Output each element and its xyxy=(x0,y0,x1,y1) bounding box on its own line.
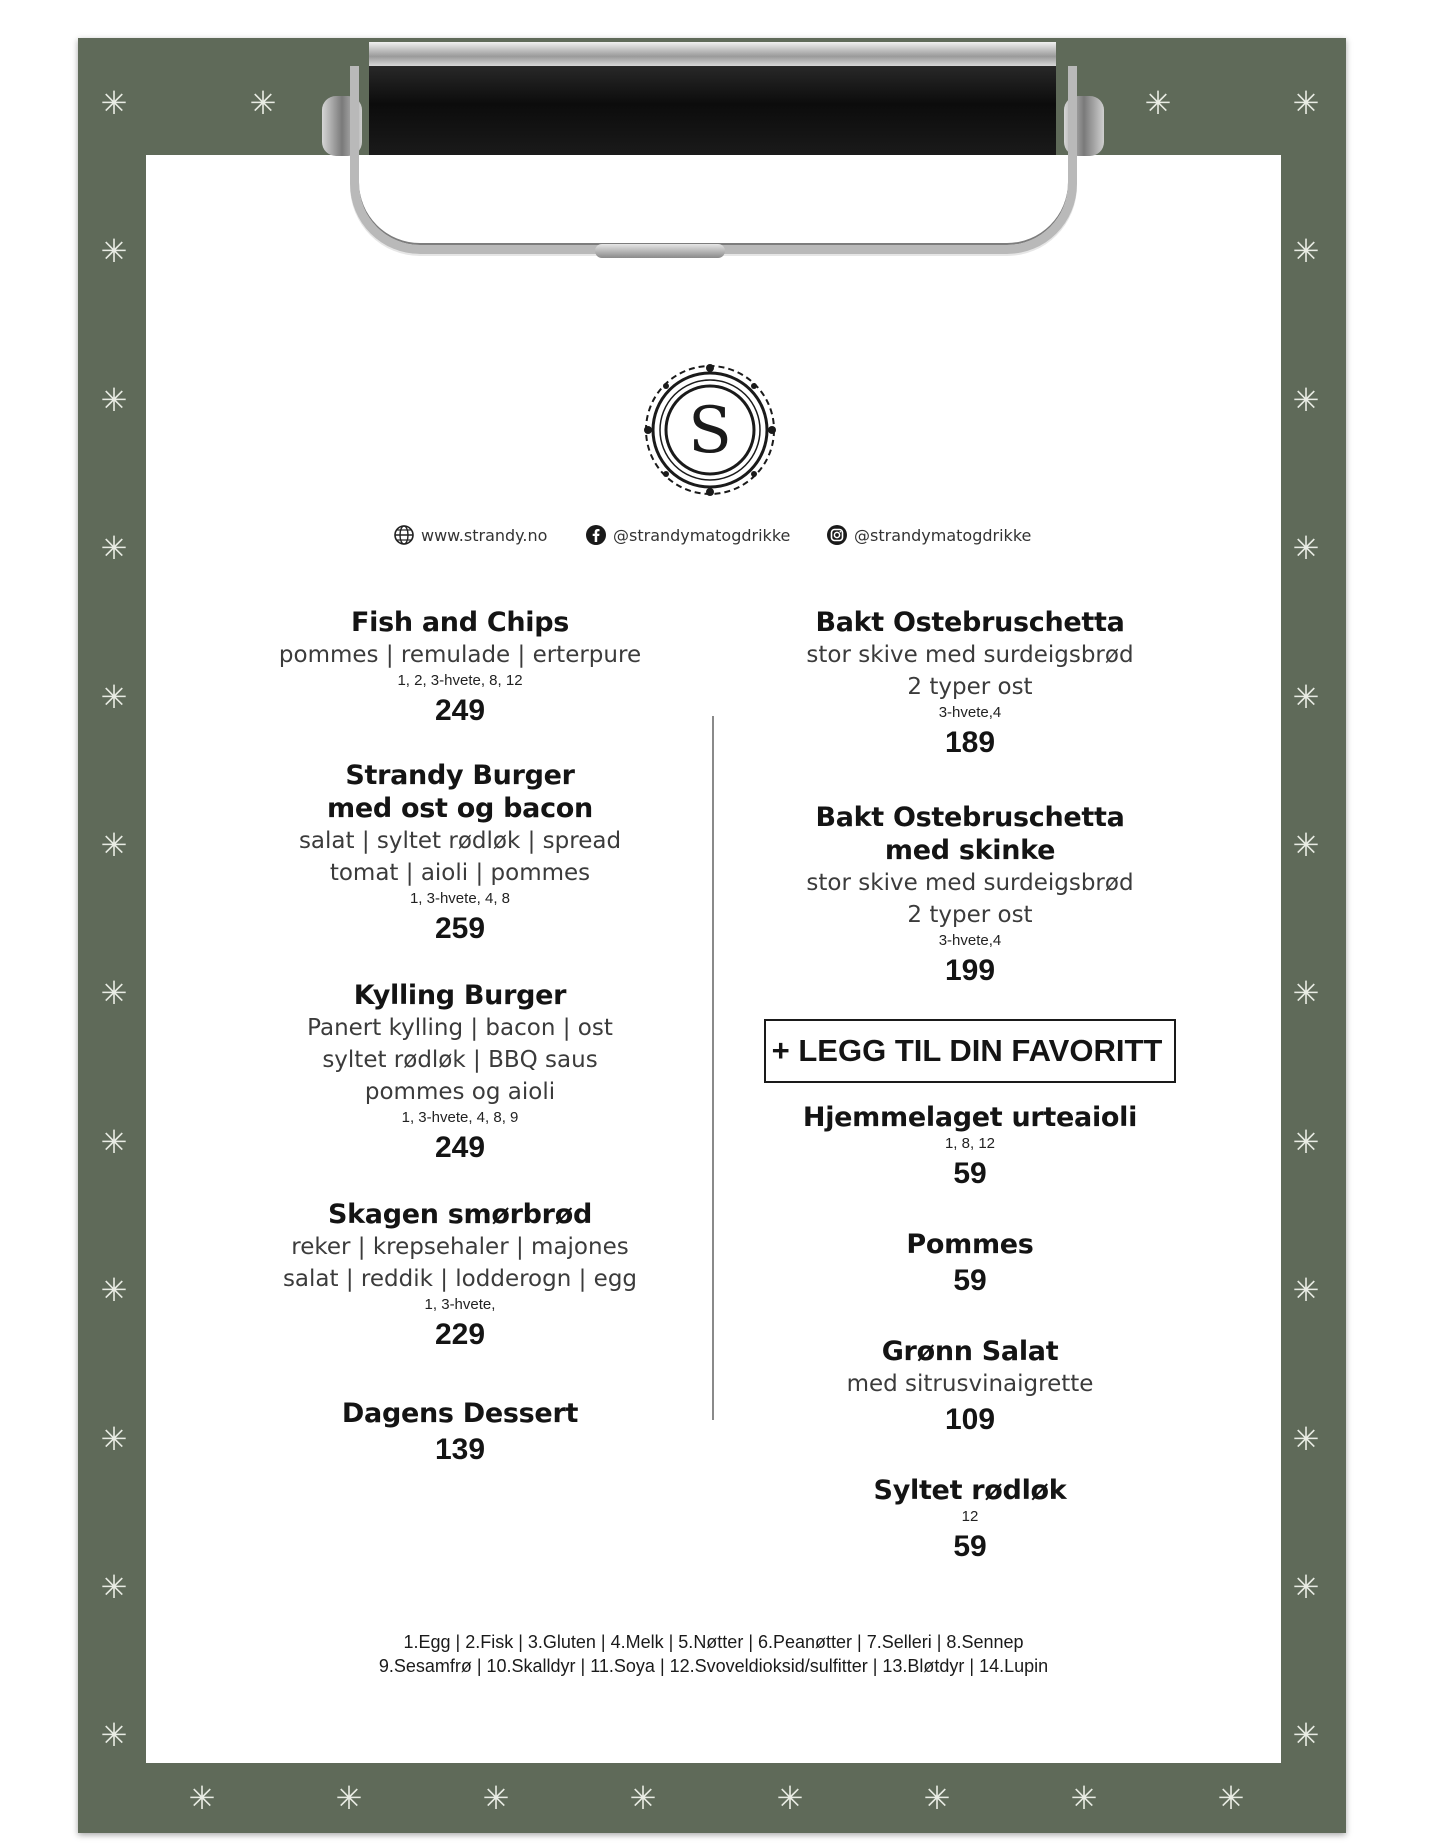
item-price: 199 xyxy=(944,954,996,987)
item-price: 59 xyxy=(953,1157,987,1190)
board-star-icon: ✳ xyxy=(1292,1420,1320,1458)
allergen-legend-line-1: 1.Egg | 2.Fisk | 3.Gluten | 4.Melk | 5.Nøtter | 6.Peanøtter | 7.Selleri | 8.Sennep xyxy=(403,1632,1024,1652)
item-price: 109 xyxy=(944,1403,996,1436)
menu-item-skagen-smorbrod xyxy=(240,1198,680,1355)
menu-column-right xyxy=(750,606,1190,1567)
item-desc: reker | krepsehaler | majones xyxy=(291,1234,629,1260)
board-star-icon: ✳ xyxy=(1292,84,1320,122)
item-allergens: 3-hvete,4 xyxy=(938,932,1002,949)
clip-tab xyxy=(595,244,725,258)
menu-item-bakt-ostebruschetta xyxy=(750,606,1190,763)
item-desc: pommes | remulade | erterpure xyxy=(278,642,642,668)
item-title: Bakt Ostebruschetta med skinke xyxy=(815,802,1125,866)
board-star-icon: ✳ xyxy=(100,1568,128,1606)
board-star-icon: ✳ xyxy=(100,1271,128,1309)
favorite-heading: + LEGG TIL DIN FAVORITT xyxy=(764,1019,1177,1083)
board-star-icon: ✳ xyxy=(100,1420,128,1458)
item-desc: pommes og aioli xyxy=(364,1079,556,1105)
item-allergens: 1, 3-hvete, xyxy=(424,1296,496,1313)
board-star-icon: ✳ xyxy=(1292,1271,1320,1309)
facebook-link[interactable] xyxy=(585,522,790,548)
item-price: 59 xyxy=(953,1264,987,1297)
instagram-link[interactable] xyxy=(826,522,1031,548)
restaurant-logo xyxy=(642,362,778,498)
website-link[interactable] xyxy=(393,522,547,548)
board-star-icon: ✳ xyxy=(1292,974,1320,1012)
instagram-icon xyxy=(826,524,848,546)
board-star-icon: ✳ xyxy=(100,1716,128,1754)
menu-item-bakt-ostebruschetta-skinke xyxy=(750,801,1190,991)
item-title: Kylling Burger xyxy=(353,980,567,1011)
board-star-icon: ✳ xyxy=(1292,381,1320,419)
item-desc: 2 typer ost xyxy=(907,902,1033,928)
item-price: 59 xyxy=(953,1530,987,1563)
item-price: 229 xyxy=(434,1318,486,1351)
column-divider xyxy=(712,716,714,1420)
board-star-icon: ✳ xyxy=(188,1779,216,1817)
globe-icon xyxy=(393,524,415,546)
item-desc: Panert kylling | bacon | ost xyxy=(307,1015,613,1041)
board-star-icon: ✳ xyxy=(1292,678,1320,716)
item-price: 249 xyxy=(434,1131,486,1164)
board-star-icon: ✳ xyxy=(482,1779,510,1817)
item-title: Syltet rødløk xyxy=(873,1475,1067,1506)
extra-item-urteaioli xyxy=(750,1101,1190,1194)
clip-top xyxy=(369,42,1056,66)
extra-item-pommes xyxy=(750,1228,1190,1301)
item-desc: tomat | aioli | pommes xyxy=(329,860,591,886)
item-allergens: 3-hvete,4 xyxy=(938,704,1002,721)
item-desc: syltet rødløk | BBQ saus xyxy=(322,1047,598,1073)
item-allergens: 1, 2, 3-hvete, 8, 12 xyxy=(397,672,523,689)
instagram-text: @strandymatogdrikke xyxy=(854,525,1032,545)
board-star-icon: ✳ xyxy=(923,1779,951,1817)
board-star-icon: ✳ xyxy=(100,381,128,419)
item-allergens: 12 xyxy=(961,1508,979,1525)
item-title: Pommes xyxy=(906,1229,1034,1260)
favorite-heading-wrap xyxy=(750,1019,1190,1083)
item-allergens: 1, 3-hvete, 4, 8, 9 xyxy=(401,1109,519,1126)
board-star-icon: ✳ xyxy=(100,974,128,1012)
item-title: Fish and Chips xyxy=(350,607,570,638)
board-star-icon: ✳ xyxy=(100,84,128,122)
logo-letter: S xyxy=(688,394,732,468)
item-title: Strandy Burger med ost og bacon xyxy=(327,760,593,824)
item-desc: salat | reddik | lodderogn | egg xyxy=(282,1266,638,1292)
board-star-icon: ✳ xyxy=(1292,826,1320,864)
board-star-icon: ✳ xyxy=(776,1779,804,1817)
item-desc: stor skive med surdeigsbrød xyxy=(806,642,1134,668)
item-price: 249 xyxy=(434,694,486,727)
board-star-icon: ✳ xyxy=(1292,529,1320,567)
board-star-icon: ✳ xyxy=(629,1779,657,1817)
facebook-text: @strandymatogdrikke xyxy=(613,525,791,545)
menu-item-kylling-burger xyxy=(240,979,680,1168)
allergen-legend-line-2: 9.Sesamfrø | 10.Skalldyr | 11.Soya | 12.Svoveldioksid/sulfitter | 13.Bløtdyr | 14.Lupin xyxy=(378,1656,1049,1676)
item-desc: salat | syltet rødløk | spread xyxy=(298,828,622,854)
extra-item-gronn-salat xyxy=(750,1335,1190,1440)
extra-item-syltet-rodlok xyxy=(750,1474,1190,1567)
board-star-icon: ✳ xyxy=(100,826,128,864)
board-star-icon: ✳ xyxy=(1292,1568,1320,1606)
board-star-icon: ✳ xyxy=(1217,1779,1245,1817)
item-price: 139 xyxy=(434,1433,486,1466)
board-star-icon: ✳ xyxy=(1292,232,1320,270)
item-allergens: 1, 8, 12 xyxy=(944,1135,996,1152)
item-title: Hjemmelaget urteaioli xyxy=(802,1102,1138,1133)
item-desc: stor skive med surdeigsbrød xyxy=(806,870,1134,896)
item-title: Dagens Dessert xyxy=(341,1398,579,1429)
item-desc: med sitrusvinaigrette xyxy=(846,1371,1094,1397)
menu-column-left xyxy=(240,606,680,1470)
item-allergens: 1, 3-hvete, 4, 8 xyxy=(409,890,511,907)
board-star-icon: ✳ xyxy=(100,1123,128,1161)
board-star-icon: ✳ xyxy=(249,84,277,122)
board-star-icon: ✳ xyxy=(100,232,128,270)
facebook-icon xyxy=(585,524,607,546)
item-price: 259 xyxy=(434,912,486,945)
board-star-icon: ✳ xyxy=(1292,1123,1320,1161)
clip-ring xyxy=(350,66,1077,254)
board-star-icon: ✳ xyxy=(1070,1779,1098,1817)
board-star-icon: ✳ xyxy=(335,1779,363,1817)
item-desc: 2 typer ost xyxy=(907,674,1033,700)
board-star-icon: ✳ xyxy=(1292,1716,1320,1754)
item-title: Grønn Salat xyxy=(881,1336,1059,1367)
item-title: Skagen smørbrød xyxy=(328,1199,592,1230)
board-star-icon: ✳ xyxy=(100,529,128,567)
website-text: www.strandy.no xyxy=(421,525,548,545)
item-price: 189 xyxy=(944,726,996,759)
item-title: Bakt Ostebruschetta xyxy=(815,607,1125,638)
board-star-icon: ✳ xyxy=(100,678,128,716)
menu-item-dagens-dessert xyxy=(240,1397,680,1470)
menu-item-fish-and-chips xyxy=(240,606,680,731)
board-star-icon: ✳ xyxy=(1144,84,1172,122)
menu-item-strandy-burger xyxy=(240,759,680,949)
